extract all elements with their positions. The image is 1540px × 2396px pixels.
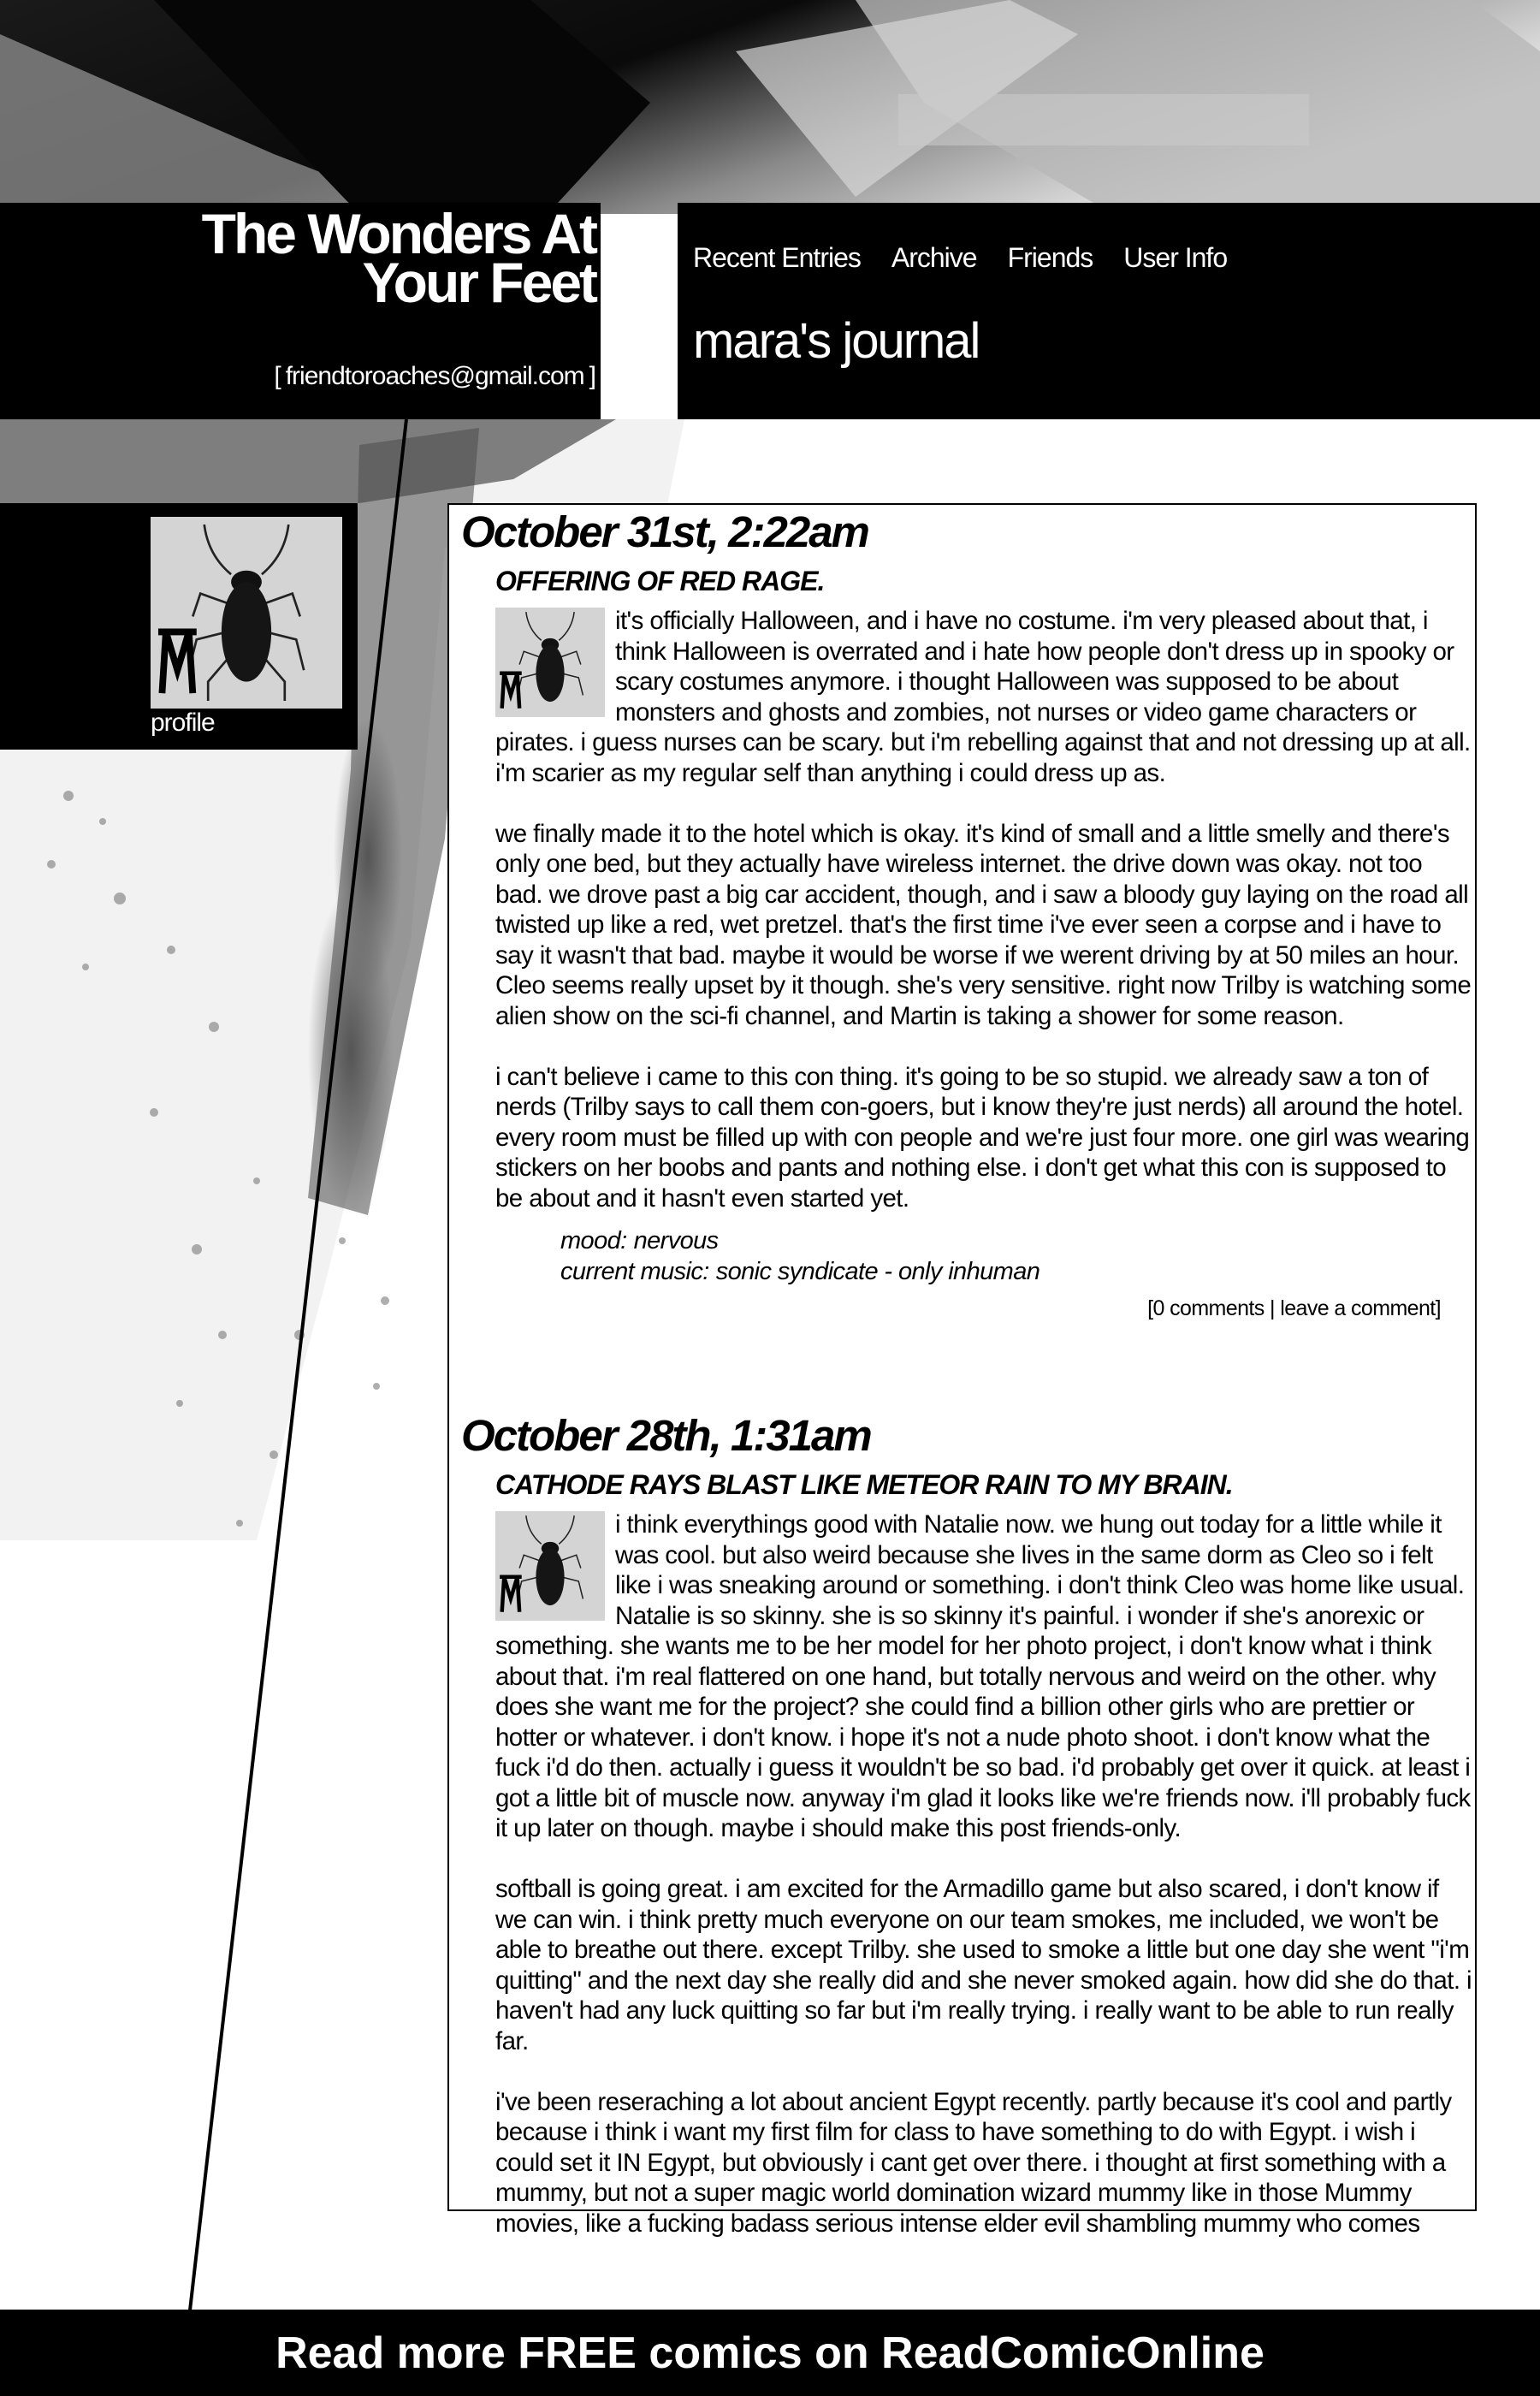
site-title-line1: The Wonders At xyxy=(201,202,595,265)
journal-entry xyxy=(449,505,1475,1323)
comments-separator: | xyxy=(1270,1296,1275,1320)
nav-friends[interactable]: Friends xyxy=(1007,242,1093,273)
cockroach-m-icon[interactable] xyxy=(151,517,342,709)
music-label: current music: xyxy=(560,1258,709,1285)
nav-user-info[interactable]: User Info xyxy=(1123,242,1228,273)
journal-entry xyxy=(449,1409,1475,2239)
journal-name: mara's journal xyxy=(693,313,980,369)
entry-paragraph: it's officially Halloween, and i have no costume. i'm very pleased about that, i think Halloween is overrated and i hate how people don't dress up in spooky or scary costumes anymore. i thought Halloween was supposed to be about monsters and ghosts and zombies, not nurses or video game characters or pirates. i guess nurses can be scary. but i'm rebelling against that and not dressing up at all. i'm scarier as my regular self than anything i could dress up as. xyxy=(495,607,1471,787)
entry-paragraph: softball is going great. i am excited for the Armadillo game but also scared, i don't know if we can win. i think pretty much everyone on our team smokes, me included, we won't be able to breathe out there. except Trilby. she used to smoke a little but one day she went "i'm quitting" and the next day she really did and she never smoked again. how did she do that. i haven't had any luck quitting so far but i'm really trying. i really want to be able to run really far. xyxy=(495,1875,1472,2055)
cockroach-m-icon xyxy=(495,1511,605,1621)
comments-bracket-close: ] xyxy=(1435,1296,1441,1320)
entry-body xyxy=(495,1509,1475,2239)
entry-body xyxy=(495,606,1475,1213)
entry-paragraph: i can't believe i came to this con thing. it's going to be so stupid. we already saw a ton of nerds (Trilby says to call them con-goers, but i know they're just nerds) all around the hotel. every room must be filled up with con people and we're just four more. one girl was wearing stickers on her boobs and pants and nothing else. i don't get what this con is supposed to be about and it hasn't even started yet. xyxy=(495,1062,1470,1213)
entry-date[interactable]: October 28th, 1:31am xyxy=(461,1411,871,1460)
email-link[interactable]: friendtoroaches@gmail.com xyxy=(285,362,584,390)
comments-link[interactable]: 0 comments xyxy=(1152,1296,1265,1320)
music-value: sonic syndicate - only inhuman xyxy=(715,1258,1040,1285)
music-line xyxy=(560,1256,1475,1287)
comments-bar xyxy=(461,1294,1441,1323)
entry-paragraph: i've been reseraching a lot about ancient Egypt recently. partly because it's cool and partly because i think i want my first film for class to have something to do with Egypt. i wish i could set it IN Egypt, but obviously i cant get over there. i thought at first something with a mummy, but not a super magic world domination wizard mummy like in those Mummy movies, like a fucking badass serious intense elder evil shambling mummy who comes xyxy=(495,2087,1452,2238)
nav-header xyxy=(678,203,1540,419)
entry-date[interactable]: October 31st, 2:22am xyxy=(461,507,868,556)
site-title-line2: Your Feet xyxy=(362,251,595,314)
mood-value: nervous xyxy=(633,1227,719,1254)
mood-label: mood: xyxy=(560,1227,627,1254)
profile-link[interactable]: profile xyxy=(151,709,215,737)
nav-recent-entries[interactable]: Recent Entries xyxy=(693,242,861,273)
email-bracket-close: ] xyxy=(589,362,595,390)
entry-subject: CATHODE RAYS BLAST LIKE METEOR RAIN TO MY BRAIN. xyxy=(495,1469,1233,1500)
mood-line xyxy=(560,1225,1475,1256)
email-bracket-open: [ xyxy=(274,362,281,390)
cockroach-m-icon xyxy=(495,608,605,717)
entry-subject: OFFERING OF RED RAGE. xyxy=(495,566,825,596)
site-header xyxy=(0,203,601,419)
main-nav xyxy=(693,242,1227,274)
journal-content xyxy=(447,503,1477,2238)
entry-paragraph: i think everythings good with Natalie now. we hung out today for a little while it was cool. but also weird because she lives in the same dorm as Cleo so i felt like i was sneaking around or something. i don't think Cleo was home like usual. Natalie is so skinny. she is so skinny it's painful. i wonder if she's anorexic or something. she wants me to be her model for her photo project, i don't know what i think about that. i'm real flattered on one hand, but totally nervous and weird on the other. why does she want me for the project? she could find a billion other girls who are prettier or hotter or whatever. i don't know. i hope it's not a nude photo shoot. i don't know what the fuck i'd do then. actually i guess it wouldn't be so bad. i'd probably get over it quick. at least i got a little bit of muscle now. anyway i'm glad it looks like we're friends now. i'll probably fuck it up later on though. maybe i should make this post friends-only. xyxy=(495,1510,1471,1842)
nav-archive[interactable]: Archive xyxy=(891,242,977,273)
site-title[interactable] xyxy=(39,202,595,314)
email-line xyxy=(274,362,595,391)
leave-comment-link[interactable]: leave a comment xyxy=(1280,1296,1436,1320)
comments-bracket-open: [ xyxy=(1147,1296,1153,1320)
entry-paragraph: we finally made it to the hotel which is okay. it's kind of small and a little smelly and there's only one bed, but they actually have wireless internet. the drive down was okay. not too bad. we drove past a big car accident, though, and i saw a bloody guy laying on the road all twisted up like a red, wet pretzel. that's the first time i've ever seen a corpse and i have to say it wasn't that bad. maybe it would be worse if we werent driving by at 50 miles an hour. Cleo seems really upset by it though. she's very sensitive. right now Trilby is watching some alien show on the sci-fi channel, and Martin is taking a shower for some reason. xyxy=(495,819,1472,1030)
footer-banner[interactable]: Read more FREE comics on ReadComicOnline xyxy=(0,2310,1540,2396)
entry-meta xyxy=(560,1225,1475,1287)
profile-box xyxy=(0,503,358,750)
